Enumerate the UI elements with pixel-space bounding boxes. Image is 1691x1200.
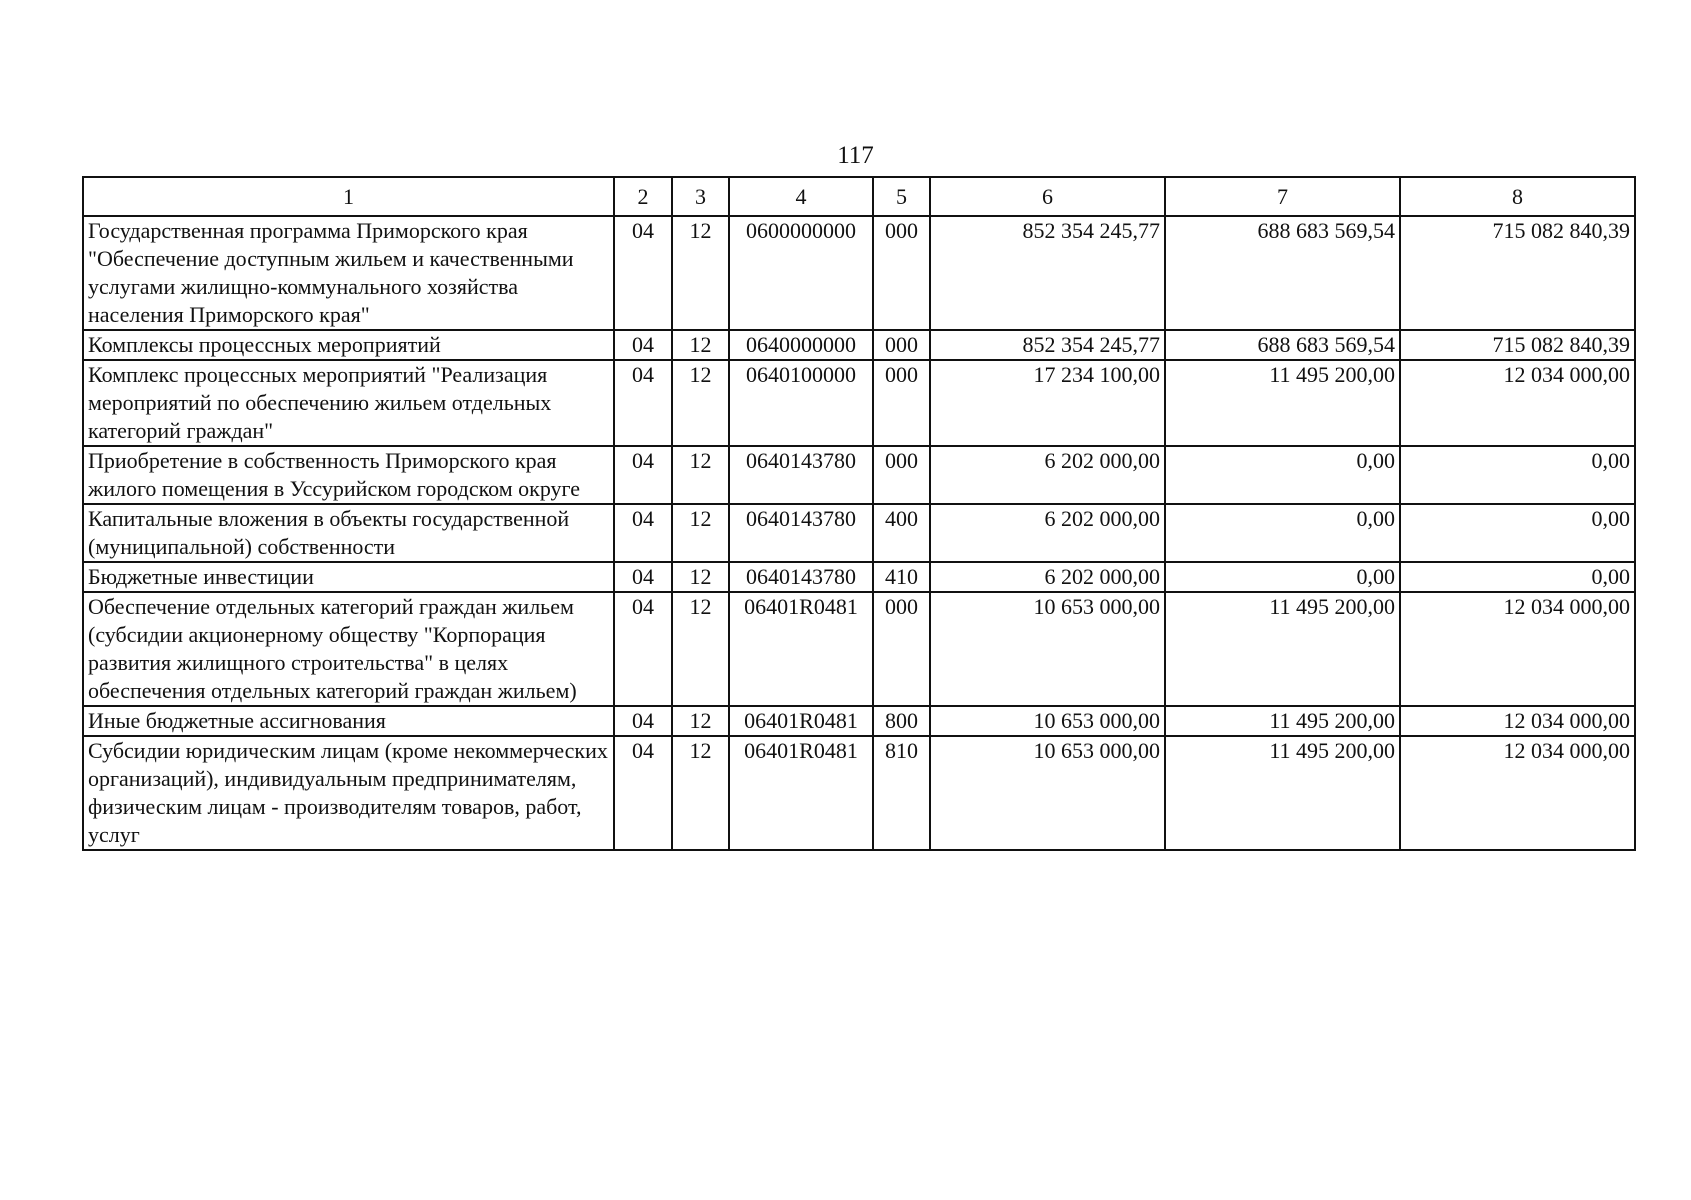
row-subsection: 12: [672, 592, 729, 706]
table-row: [83, 216, 1635, 330]
column-header: 6: [930, 177, 1165, 216]
row-amount-col7: 688 683 569,54: [1165, 216, 1400, 330]
row-amount-col6: 17 234 100,00: [930, 360, 1165, 446]
column-header: 2: [614, 177, 672, 216]
row-amount-col8: 12 034 000,00: [1400, 592, 1635, 706]
row-amount-col8: 12 034 000,00: [1400, 736, 1635, 850]
row-expense-type: 000: [873, 592, 930, 706]
row-expense-type: 000: [873, 330, 930, 360]
row-amount-col8: 715 082 840,39: [1400, 330, 1635, 360]
column-header: 1: [83, 177, 614, 216]
row-name: Субсидии юридическим лицам (кроме некоммерческих организаций), индивидуальным предпринимателям, физическим лицам - производителям товаров, работ, услуг: [83, 736, 614, 850]
row-amount-col6: 10 653 000,00: [930, 706, 1165, 736]
row-amount-col6: 10 653 000,00: [930, 736, 1165, 850]
row-amount-col7: 688 683 569,54: [1165, 330, 1400, 360]
row-name: Обеспечение отдельных категорий граждан жильем (субсидии акционерному обществу "Корпорация развития жилищного строительства" в целях обеспечения отдельных категорий граждан жильем): [83, 592, 614, 706]
row-amount-col6: 6 202 000,00: [930, 562, 1165, 592]
row-section: 04: [614, 330, 672, 360]
row-section: 04: [614, 592, 672, 706]
row-amount-col8: 0,00: [1400, 446, 1635, 504]
row-section: 04: [614, 446, 672, 504]
budget-table: [82, 176, 1636, 851]
row-amount-col8: 12 034 000,00: [1400, 360, 1635, 446]
row-subsection: 12: [672, 330, 729, 360]
column-header: 3: [672, 177, 729, 216]
row-amount-col8: 0,00: [1400, 562, 1635, 592]
column-header: 5: [873, 177, 930, 216]
row-expense-type: 410: [873, 562, 930, 592]
row-section: 04: [614, 216, 672, 330]
row-amount-col6: 10 653 000,00: [930, 592, 1165, 706]
row-target-code: 0640100000: [729, 360, 873, 446]
row-expense-type: 810: [873, 736, 930, 850]
page-number: 117: [837, 142, 874, 169]
row-amount-col7: 11 495 200,00: [1165, 360, 1400, 446]
row-section: 04: [614, 562, 672, 592]
row-subsection: 12: [672, 216, 729, 330]
row-target-code: 0640143780: [729, 446, 873, 504]
row-name: Капитальные вложения в объекты государственной (муниципальной) собственности: [83, 504, 614, 562]
row-amount-col6: 852 354 245,77: [930, 216, 1165, 330]
row-section: 04: [614, 504, 672, 562]
row-amount-col8: 715 082 840,39: [1400, 216, 1635, 330]
table-row: [83, 736, 1635, 850]
row-amount-col7: 11 495 200,00: [1165, 706, 1400, 736]
row-expense-type: 800: [873, 706, 930, 736]
row-subsection: 12: [672, 736, 729, 850]
table-row: [83, 360, 1635, 446]
row-target-code: 06401R0481: [729, 592, 873, 706]
table-row: [83, 592, 1635, 706]
row-expense-type: 000: [873, 446, 930, 504]
table-header-row: [83, 177, 1635, 216]
column-header: 7: [1165, 177, 1400, 216]
row-amount-col7: 0,00: [1165, 504, 1400, 562]
row-expense-type: 400: [873, 504, 930, 562]
row-amount-col6: 6 202 000,00: [930, 446, 1165, 504]
row-subsection: 12: [672, 504, 729, 562]
row-target-code: 06401R0481: [729, 706, 873, 736]
row-subsection: 12: [672, 360, 729, 446]
row-subsection: 12: [672, 562, 729, 592]
row-section: 04: [614, 360, 672, 446]
table-row: [83, 330, 1635, 360]
row-amount-col8: 12 034 000,00: [1400, 706, 1635, 736]
row-subsection: 12: [672, 446, 729, 504]
row-name: Бюджетные инвестиции: [83, 562, 614, 592]
row-target-code: 0640143780: [729, 562, 873, 592]
row-section: 04: [614, 736, 672, 850]
row-name: Приобретение в собственность Приморского края жилого помещения в Уссурийском городском округе: [83, 446, 614, 504]
row-amount-col6: 852 354 245,77: [930, 330, 1165, 360]
table-row: [83, 562, 1635, 592]
row-target-code: 0640143780: [729, 504, 873, 562]
row-target-code: 06401R0481: [729, 736, 873, 850]
row-amount-col7: 11 495 200,00: [1165, 736, 1400, 850]
row-amount-col6: 6 202 000,00: [930, 504, 1165, 562]
row-amount-col7: 0,00: [1165, 562, 1400, 592]
row-target-code: 0640000000: [729, 330, 873, 360]
row-amount-col8: 0,00: [1400, 504, 1635, 562]
row-section: 04: [614, 706, 672, 736]
row-name: Комплекс процессных мероприятий "Реализация мероприятий по обеспечению жильем отдельных категорий граждан": [83, 360, 614, 446]
column-header: 4: [729, 177, 873, 216]
row-expense-type: 000: [873, 216, 930, 330]
column-header: 8: [1400, 177, 1635, 216]
row-name: Комплексы процессных мероприятий: [83, 330, 614, 360]
row-amount-col7: 11 495 200,00: [1165, 592, 1400, 706]
row-name: Государственная программа Приморского края "Обеспечение доступным жильем и качественными услугами жилищно-коммунального хозяйства населения Приморского края": [83, 216, 614, 330]
table-row: [83, 446, 1635, 504]
row-expense-type: 000: [873, 360, 930, 446]
row-target-code: 0600000000: [729, 216, 873, 330]
row-name: Иные бюджетные ассигнования: [83, 706, 614, 736]
table-row: [83, 706, 1635, 736]
table-row: [83, 504, 1635, 562]
row-amount-col7: 0,00: [1165, 446, 1400, 504]
row-subsection: 12: [672, 706, 729, 736]
